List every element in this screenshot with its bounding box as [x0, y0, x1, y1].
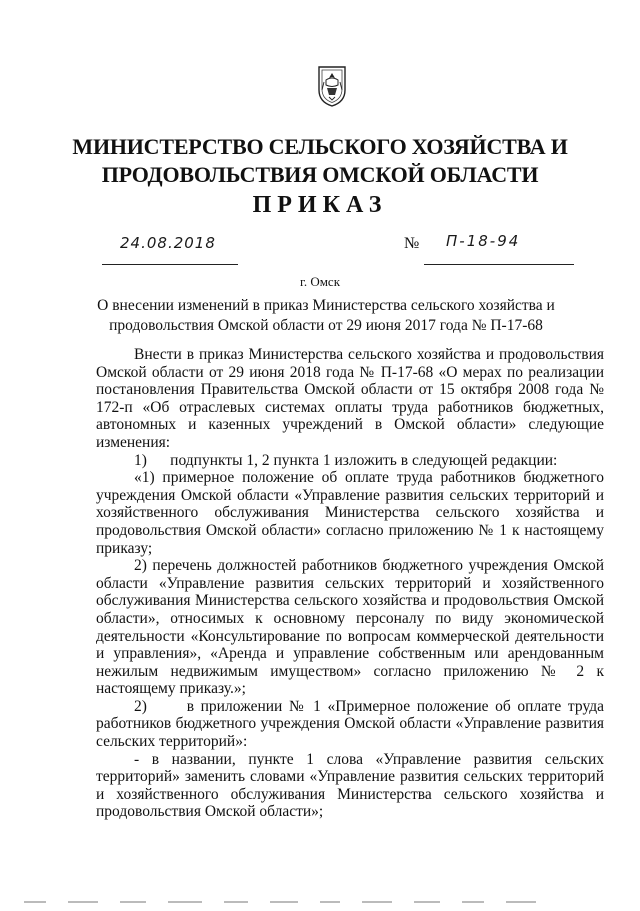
- scan-mark: [120, 901, 146, 903]
- coat-of-arms-icon: [314, 64, 350, 108]
- ministry-title: [60, 133, 580, 189]
- body-paragraph: 2) перечень должностей работников бюджетного учреждения Омской области «Управление развития сельских территорий и хозяйственного обслуживания Министерства сельского хозяйства и продовольствия Омской области», относимых к основному персоналу по виду экономической деятельности «Консультирование по вопросам коммерческой деятельности и управления», «Аренда и управление собственным или арендованным нежилым недвижимым имуществом» согласно приложению № 2 к настоящему приказу.»;: [96, 557, 604, 698]
- scan-mark: [68, 901, 98, 903]
- scan-mark: [168, 901, 202, 903]
- scan-mark: [320, 901, 340, 903]
- scan-mark: [24, 901, 46, 903]
- scan-mark: [270, 901, 298, 903]
- ministry-title-line2: ПРОДОВОЛЬСТВИЯ ОМСКОЙ ОБЛАСТИ: [101, 162, 539, 187]
- order-number: П-18-94: [446, 232, 521, 250]
- body-paragraph: 1) подпункты 1, 2 пункта 1 изложить в следующей редакции:: [134, 451, 558, 469]
- ministry-title-line1: МИНИСТЕРСТВО СЕЛЬСКОГО ХОЗЯЙСТВА И: [72, 134, 568, 159]
- number-label: №: [404, 235, 420, 252]
- body-paragraph: - в названии, пункте 1 слова «Управление развития сельских территорий» заменить словами «Управление развития сельских территорий и хозяйственного обслуживания Министерства сельского хозяйства и продовольствия Омской области»;: [96, 750, 604, 821]
- body-paragraph: «1) примерное положение об оплате труда работников бюджетного учреждения Омской области «Управление развития сельских территорий и хозяйственного обслуживания Министерства сельского хозяйства и продовольствия Омской области» согласно приложению № 1 к настоящему приказу;: [96, 469, 604, 557]
- subject-line2: продовольствия Омской области от 29 июня 2017 года № П-17-68: [109, 317, 543, 334]
- body-paragraph: 2) в приложении № 1 «Примерное положение об оплате труда работников бюджетного учреждения Омской области «Управление развития сельских территорий»:: [96, 697, 608, 751]
- scan-mark: [506, 901, 536, 903]
- body-paragraph: Внести в приказ Министерства сельского хозяйства и продовольствия Омской области от 29 июня 2018 года № П-17-68 «О мерах по реализации постановления Правительства Омской области от 15 октября 2008 года № 172-п «Об отраслевых системах оплаты труда работников бюджетных, автономных и казенных учреждений в Омской области» следующие изменения:: [96, 346, 604, 451]
- order-subject: [96, 296, 556, 336]
- order-body: [96, 346, 608, 821]
- order-title: ПРИКАЗ: [252, 192, 388, 218]
- city: г. Омск: [299, 274, 341, 289]
- scan-mark: [462, 901, 484, 903]
- order-date: 24.08.2018: [120, 234, 216, 252]
- scan-mark: [224, 901, 248, 903]
- scan-mark: [414, 901, 440, 903]
- scan-footer-marks: [24, 893, 614, 901]
- scan-mark: [362, 901, 392, 903]
- subject-line1: О внесении изменений в приказ Министерства сельского хозяйства и: [97, 297, 555, 314]
